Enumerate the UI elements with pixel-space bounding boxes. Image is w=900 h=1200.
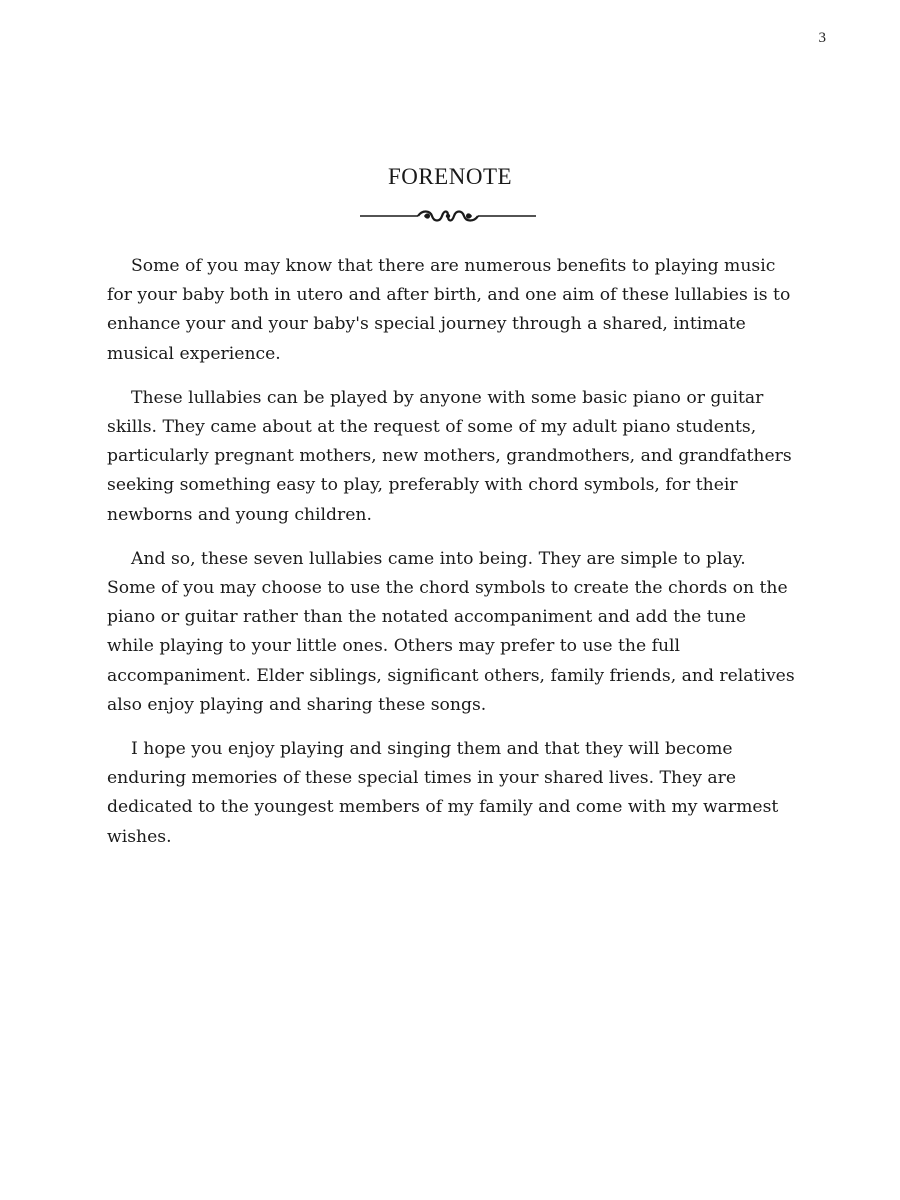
paragraph: These lullabies can be played by anyone with some basic piano or guitar skills. They came about at the request of some of my adult piano students, particularly pregnant mothers, new mothers, grandmothers, and grandfathers seeking something easy to play, preferably with chord symbols, for their newborns and young children. (107, 387, 792, 525)
page-title: FORENOTE (387, 164, 513, 189)
page-number: 3 (818, 30, 826, 46)
paragraph: Some of you may know that there are numerous benefits to playing music for your baby both in utero and after birth, and one aim of these lullabies is to enhance your and your baby's special journey through a shared, intimate musical experience. (107, 256, 791, 364)
paragraph: And so, these seven lullabies came into being. They are simple to play. Some of you may choose to use the chord symbols to create the chords on the piano or guitar rather than the notated accompaniment and add the tune while playing to your little ones. Others may prefer to use the full accompaniment. Elder siblings, significant others, family friends, and relatives also enjoy playing and sharing these songs. (107, 548, 795, 715)
scroll-ornament-icon (360, 206, 536, 226)
forenote-body (107, 252, 797, 867)
paragraph: I hope you enjoy playing and singing them and that they will become enduring memories of these special times in your shared lives. They are dedicated to the youngest members of my family and come with my warmest wishes. (107, 739, 779, 847)
